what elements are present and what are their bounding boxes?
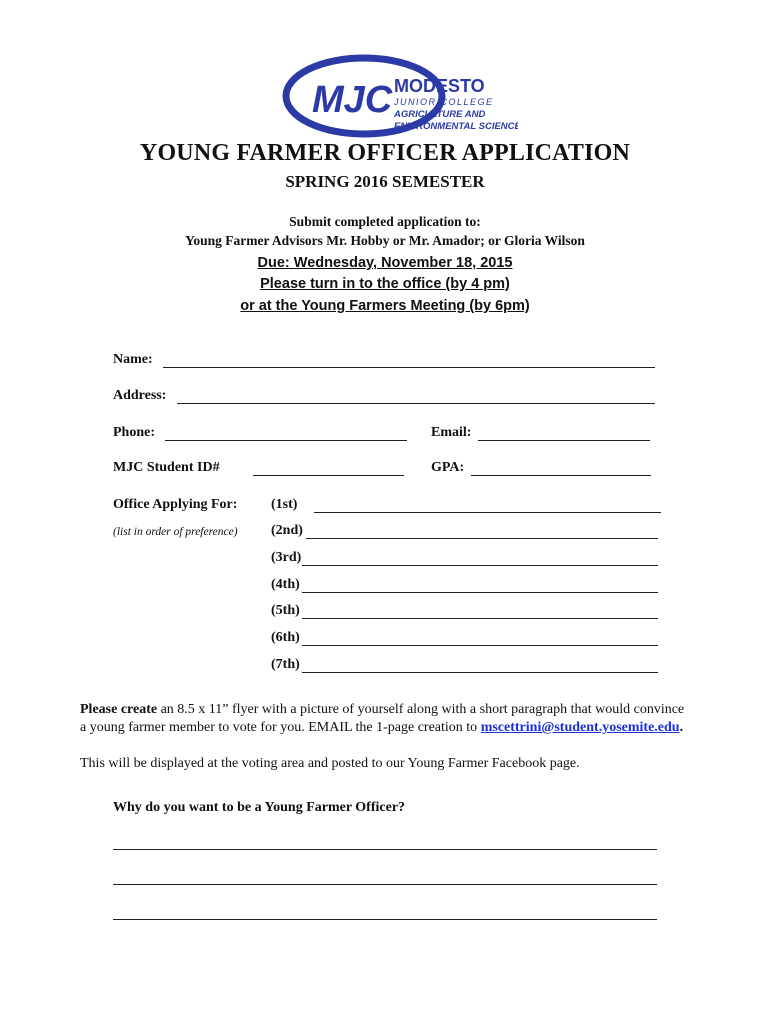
email-field[interactable]: [478, 440, 650, 441]
preference-5-label: (5th): [271, 603, 300, 618]
instructions-lead: Please create: [80, 702, 158, 717]
preference-7-field[interactable]: [302, 672, 658, 673]
preference-note: (list in order of preference): [113, 526, 238, 538]
submit-instruction: Submit completed application to:: [289, 214, 481, 229]
logo-dept-2: ENVIRONMENTAL SCIENCES: [394, 121, 518, 132]
answer-line-1[interactable]: [113, 849, 657, 850]
question-prompt: Why do you want to be a Young Farmer Officer?: [113, 800, 406, 815]
phone-label: Phone:: [113, 425, 155, 440]
gpa-label: GPA:: [431, 460, 465, 475]
preference-2-label: (2nd): [271, 523, 303, 538]
address-field[interactable]: [177, 403, 655, 404]
logo-graphic: [282, 52, 518, 138]
student-id-label: MJC Student ID#: [113, 460, 220, 475]
preference-1-field[interactable]: [314, 512, 661, 513]
advisors-line: Young Farmer Advisors Mr. Hobby or Mr. Amador; or Gloria Wilson: [185, 233, 585, 248]
logo-mark: MJC: [312, 79, 393, 121]
student-id-field[interactable]: [253, 475, 404, 476]
contact-email-link[interactable]: mscettrini@student.yosemite.edu: [480, 720, 680, 735]
answer-line-2[interactable]: [113, 884, 657, 885]
preference-6-label: (6th): [271, 630, 300, 645]
preference-7-label: (7th): [271, 657, 300, 672]
preference-6-field[interactable]: [302, 645, 658, 646]
preference-5-field[interactable]: [302, 618, 658, 619]
semester-subtitle: SPRING 2016 SEMESTER: [285, 172, 485, 191]
email-label: Email:: [431, 425, 472, 440]
office-applying-label: Office Applying For:: [113, 497, 238, 512]
preference-2-field[interactable]: [306, 538, 658, 539]
name-label: Name:: [113, 352, 153, 367]
page-title: YOUNG FARMER OFFICER APPLICATION: [139, 140, 631, 166]
preference-3-field[interactable]: [302, 565, 658, 566]
due-date: Due: Wednesday, November 18, 2015: [257, 255, 513, 271]
instructions-period: .: [679, 720, 684, 735]
mjc-logo: [282, 52, 518, 138]
display-note: This will be displayed at the voting area and posted to our Young Farmer Facebook page.: [80, 756, 580, 771]
answer-line-3[interactable]: [113, 919, 657, 920]
logo-college: JUNIOR COLLEGE: [394, 97, 494, 107]
address-label: Address:: [113, 388, 167, 403]
preference-1-label: (1st): [271, 497, 298, 512]
preference-4-field[interactable]: [302, 592, 658, 593]
meeting-deadline: or at the Young Farmers Meeting (by 6pm): [240, 298, 530, 314]
logo-dept-1: AGRICULTURE AND: [394, 109, 486, 120]
instructions-body: an 8.5 x 11” flyer with a picture of yourself along with a short paragraph that would convince a young farmer member to vote for you. EMAIL the 1-page creation to: [80, 702, 685, 735]
phone-field[interactable]: [165, 440, 407, 441]
gpa-field[interactable]: [471, 475, 651, 476]
logo-name: MODESTO: [394, 76, 485, 96]
preference-4-label: (4th): [271, 577, 300, 592]
office-deadline: Please turn in to the office (by 4 pm): [260, 276, 510, 292]
flyer-instructions: [80, 701, 690, 737]
name-field[interactable]: [163, 367, 655, 368]
preference-3-label: (3rd): [271, 550, 302, 565]
